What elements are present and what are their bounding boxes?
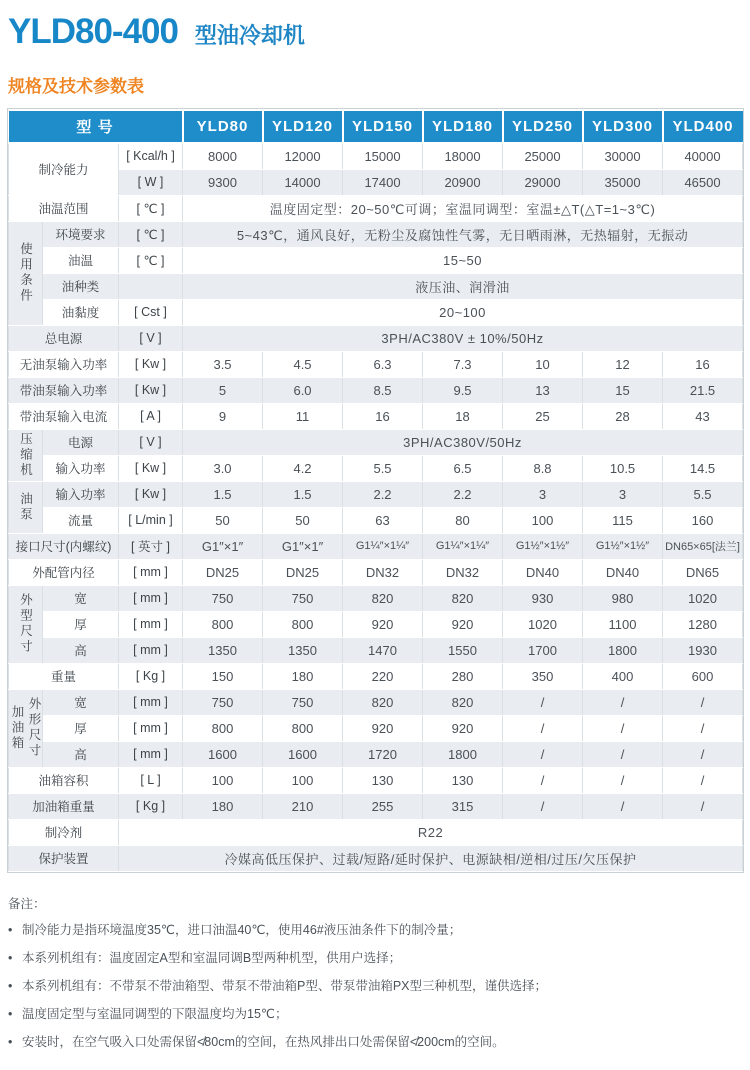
value-cell: 255 bbox=[343, 793, 423, 819]
table-row bbox=[9, 481, 743, 507]
header-model: YLD150 bbox=[343, 110, 423, 143]
table-row bbox=[9, 247, 743, 273]
table-row bbox=[9, 741, 743, 767]
value-cell: G1½″×1½″ bbox=[583, 533, 663, 559]
table-row bbox=[9, 767, 743, 793]
value-cell: 750 bbox=[263, 585, 343, 611]
value-cell: / bbox=[663, 793, 743, 819]
value-cell: 180 bbox=[263, 663, 343, 689]
unit-cell: [ mm ] bbox=[119, 689, 183, 715]
row-group-label: 外型尺寸 bbox=[9, 585, 43, 663]
table-row bbox=[9, 143, 743, 169]
value-cell: DN40 bbox=[583, 559, 663, 585]
header-model: YLD180 bbox=[423, 110, 503, 143]
table-row bbox=[9, 819, 743, 845]
value-cell: 1600 bbox=[263, 741, 343, 767]
value-cell: / bbox=[663, 689, 743, 715]
table-row bbox=[9, 169, 743, 195]
unit-cell: [ Kw ] bbox=[119, 455, 183, 481]
value-cell: 1100 bbox=[583, 611, 663, 637]
table-row bbox=[9, 559, 743, 585]
value-span: 15~50 bbox=[183, 247, 743, 273]
value-cell: DN40 bbox=[503, 559, 583, 585]
header-model: YLD250 bbox=[503, 110, 583, 143]
unit-cell: [ ℃ ] bbox=[119, 195, 183, 221]
value-cell: 1470 bbox=[343, 637, 423, 663]
unit-cell: [ mm ] bbox=[119, 559, 183, 585]
row-label: 输入功率 bbox=[43, 481, 119, 507]
value-cell: 18 bbox=[423, 403, 503, 429]
value-cell: / bbox=[663, 767, 743, 793]
value-cell: G1″×1″ bbox=[183, 533, 263, 559]
value-cell: 1020 bbox=[663, 585, 743, 611]
note-item: • 安装时，在空气吸入口处需保留≮80cm的空间，在热风排出口处需保留≮200cm的空间。 bbox=[8, 1034, 742, 1050]
table-row bbox=[9, 403, 743, 429]
row-label: 外配管内径 bbox=[9, 559, 119, 585]
value-cell: 6.5 bbox=[423, 455, 503, 481]
note-item: • 制冷能力是指环境温度35℃，进口油温40℃，使用46#液压油条件下的制冷量； bbox=[8, 922, 742, 938]
value-cell: 9 bbox=[183, 403, 263, 429]
unit-cell: [ V ] bbox=[119, 325, 183, 351]
row-label: 带油泵输入功率 bbox=[9, 377, 119, 403]
value-cell: 210 bbox=[263, 793, 343, 819]
header-model: YLD120 bbox=[263, 110, 343, 143]
unit-cell: [ Kw ] bbox=[119, 377, 183, 403]
value-cell: / bbox=[503, 689, 583, 715]
row-label: 宽 bbox=[43, 585, 119, 611]
row-label: 制冷剂 bbox=[9, 819, 119, 845]
unit-cell: [ ℃ ] bbox=[119, 247, 183, 273]
value-span: 3PH/AC380V/50Hz bbox=[183, 429, 743, 455]
table-row bbox=[9, 663, 743, 689]
row-label: 接口尺寸(内螺纹) bbox=[9, 533, 119, 559]
table-row bbox=[9, 273, 743, 299]
table-row bbox=[9, 533, 743, 559]
value-cell: 28 bbox=[583, 403, 663, 429]
value-cell: 800 bbox=[263, 715, 343, 741]
row-label: 油温 bbox=[43, 247, 119, 273]
value-span: 5~43℃，通风良好，无粉尘及腐蚀性气雾，无日晒雨淋，无热辐射，无振动 bbox=[183, 221, 743, 247]
value-cell: / bbox=[503, 715, 583, 741]
value-cell: 25000 bbox=[503, 143, 583, 169]
unit-cell: [ Kg ] bbox=[119, 663, 183, 689]
table-row bbox=[9, 221, 743, 247]
value-cell: 180 bbox=[183, 793, 263, 819]
value-cell: 2.2 bbox=[423, 481, 503, 507]
value-cell: / bbox=[583, 767, 663, 793]
value-cell: 160 bbox=[663, 507, 743, 533]
value-cell: 46500 bbox=[663, 169, 743, 195]
notes-section bbox=[8, 894, 742, 1050]
value-cell: 100 bbox=[263, 767, 343, 793]
value-cell: 80 bbox=[423, 507, 503, 533]
value-cell: 50 bbox=[183, 507, 263, 533]
value-cell: / bbox=[663, 741, 743, 767]
page-title-model: YLD80-400 bbox=[8, 12, 178, 51]
unit-cell: [ Kw ] bbox=[119, 481, 183, 507]
note-item: • 本系列机组有：不带泵不带油箱型、带泵不带油箱P型、带泵带油箱PX型三种机型，谨供选择； bbox=[8, 978, 742, 994]
value-cell: DN65×65[法兰] bbox=[663, 533, 743, 559]
row-group-label: 压缩机 bbox=[9, 429, 43, 481]
row-label: 环境要求 bbox=[43, 221, 119, 247]
unit-cell: [ A ] bbox=[119, 403, 183, 429]
value-cell: 5.5 bbox=[663, 481, 743, 507]
value-cell: 9300 bbox=[183, 169, 263, 195]
value-cell: / bbox=[663, 715, 743, 741]
table-row bbox=[9, 351, 743, 377]
value-cell: 1350 bbox=[263, 637, 343, 663]
unit-cell: [ Kcal/h ] bbox=[119, 143, 183, 169]
value-cell: 1930 bbox=[663, 637, 743, 663]
value-cell: 1550 bbox=[423, 637, 503, 663]
value-cell: 4.2 bbox=[263, 455, 343, 481]
value-cell: 930 bbox=[503, 585, 583, 611]
unit-cell: [ 英寸 ] bbox=[119, 533, 183, 559]
table-row bbox=[9, 637, 743, 663]
value-span: 3PH/AC380V ± 10%/50Hz bbox=[183, 325, 743, 351]
value-cell: 16 bbox=[343, 403, 423, 429]
table-header-row bbox=[9, 110, 743, 143]
value-cell: DN32 bbox=[343, 559, 423, 585]
value-cell: 800 bbox=[183, 611, 263, 637]
unit-cell: [ Cst ] bbox=[119, 299, 183, 325]
row-label: 制冷能力 bbox=[9, 143, 119, 195]
value-cell: 3.0 bbox=[183, 455, 263, 481]
value-cell: 9.5 bbox=[423, 377, 503, 403]
unit-cell: [ L ] bbox=[119, 767, 183, 793]
value-cell: 3 bbox=[583, 481, 663, 507]
value-cell: 920 bbox=[343, 715, 423, 741]
unit-cell: [ mm ] bbox=[119, 585, 183, 611]
table-row bbox=[9, 299, 743, 325]
value-cell: 800 bbox=[183, 715, 263, 741]
value-cell: DN65 bbox=[663, 559, 743, 585]
value-cell: 750 bbox=[183, 585, 263, 611]
value-cell: 11 bbox=[263, 403, 343, 429]
value-cell: / bbox=[583, 689, 663, 715]
value-cell: 315 bbox=[423, 793, 503, 819]
table-row bbox=[9, 585, 743, 611]
row-label: 总电源 bbox=[9, 325, 119, 351]
row-label: 油黏度 bbox=[43, 299, 119, 325]
row-label: 输入功率 bbox=[43, 455, 119, 481]
table-row bbox=[9, 689, 743, 715]
notes-list bbox=[8, 922, 742, 1050]
row-group-label: 使用条件 bbox=[9, 221, 43, 325]
header-model: YLD80 bbox=[183, 110, 263, 143]
page-subtitle: 规格及技术参数表 bbox=[8, 77, 144, 96]
value-cell: 6.3 bbox=[343, 351, 423, 377]
value-span: 温度固定型：20~50℃可调；室温同调型：室温±△T(△T=1~3℃) bbox=[183, 195, 743, 221]
value-cell: 43 bbox=[663, 403, 743, 429]
value-span: 20~100 bbox=[183, 299, 743, 325]
unit-cell: [ Kg ] bbox=[119, 793, 183, 819]
value-cell: 5 bbox=[183, 377, 263, 403]
value-cell: / bbox=[503, 741, 583, 767]
table-row bbox=[9, 195, 743, 221]
value-cell: 7.3 bbox=[423, 351, 503, 377]
table-row bbox=[9, 377, 743, 403]
row-label: 油种类 bbox=[43, 273, 119, 299]
value-cell: G1¼″×1¼″ bbox=[343, 533, 423, 559]
value-cell: 12000 bbox=[263, 143, 343, 169]
value-cell: 13 bbox=[503, 377, 583, 403]
value-cell: 820 bbox=[343, 689, 423, 715]
unit-cell: [ mm ] bbox=[119, 715, 183, 741]
header-model: YLD300 bbox=[583, 110, 663, 143]
value-cell: 8.5 bbox=[343, 377, 423, 403]
value-cell: G1½″×1½″ bbox=[503, 533, 583, 559]
value-cell: 920 bbox=[343, 611, 423, 637]
value-cell: 6.0 bbox=[263, 377, 343, 403]
value-cell: 29000 bbox=[503, 169, 583, 195]
value-cell: 750 bbox=[263, 689, 343, 715]
value-cell: 5.5 bbox=[343, 455, 423, 481]
row-group-label: 加油箱 外形尺寸 bbox=[9, 689, 43, 767]
value-cell: G1″×1″ bbox=[263, 533, 343, 559]
value-cell: 63 bbox=[343, 507, 423, 533]
value-cell: 920 bbox=[423, 715, 503, 741]
row-label: 带油泵输入电流 bbox=[9, 403, 119, 429]
table-row bbox=[9, 507, 743, 533]
value-cell: 130 bbox=[423, 767, 503, 793]
value-cell: 21.5 bbox=[663, 377, 743, 403]
row-label: 重量 bbox=[9, 663, 119, 689]
unit-cell: [ V ] bbox=[119, 429, 183, 455]
value-cell: 1720 bbox=[343, 741, 423, 767]
value-span: 冷媒高低压保护、过载/短路/延时保护、电源缺相/逆相/过压/欠压保护 bbox=[119, 845, 743, 871]
value-cell: DN25 bbox=[183, 559, 263, 585]
unit-cell: [ ℃ ] bbox=[119, 221, 183, 247]
value-cell: / bbox=[503, 793, 583, 819]
value-cell: / bbox=[583, 741, 663, 767]
spec-table bbox=[8, 109, 743, 872]
value-cell: / bbox=[583, 793, 663, 819]
unit-cell: [ mm ] bbox=[119, 611, 183, 637]
value-cell: 17400 bbox=[343, 169, 423, 195]
value-cell: G1¼″×1¼″ bbox=[423, 533, 503, 559]
value-cell: 1280 bbox=[663, 611, 743, 637]
value-cell: 14000 bbox=[263, 169, 343, 195]
note-item: • 本系列机组有：温度固定A型和室温同调B型两种机型，供用户选择； bbox=[8, 950, 742, 966]
row-label: 无油泵输入功率 bbox=[9, 351, 119, 377]
value-cell: 820 bbox=[423, 689, 503, 715]
table-row bbox=[9, 715, 743, 741]
value-cell: 1.5 bbox=[263, 481, 343, 507]
unit-cell: [ Kw ] bbox=[119, 351, 183, 377]
value-cell: 50 bbox=[263, 507, 343, 533]
notes-title: 备注： bbox=[8, 896, 46, 911]
table-header bbox=[9, 110, 743, 143]
value-span: R22 bbox=[119, 819, 743, 845]
value-cell: 920 bbox=[423, 611, 503, 637]
header-model: YLD400 bbox=[663, 110, 743, 143]
value-cell: 130 bbox=[343, 767, 423, 793]
value-cell: 400 bbox=[583, 663, 663, 689]
row-label: 油温范围 bbox=[9, 195, 119, 221]
value-cell: 35000 bbox=[583, 169, 663, 195]
unit-cell bbox=[119, 273, 183, 299]
value-cell: 280 bbox=[423, 663, 503, 689]
table-row bbox=[9, 845, 743, 871]
value-cell: 40000 bbox=[663, 143, 743, 169]
value-cell: 12 bbox=[583, 351, 663, 377]
row-group-label: 油泵 bbox=[9, 481, 43, 533]
value-cell: 100 bbox=[183, 767, 263, 793]
value-cell: 8.8 bbox=[503, 455, 583, 481]
value-cell: 15 bbox=[583, 377, 663, 403]
value-cell: 1020 bbox=[503, 611, 583, 637]
value-cell: 1800 bbox=[583, 637, 663, 663]
value-cell: 10 bbox=[503, 351, 583, 377]
value-cell: DN32 bbox=[423, 559, 503, 585]
value-cell: / bbox=[503, 767, 583, 793]
value-cell: 800 bbox=[263, 611, 343, 637]
unit-cell: [ W ] bbox=[119, 169, 183, 195]
value-cell: 25 bbox=[503, 403, 583, 429]
unit-cell: [ mm ] bbox=[119, 637, 183, 663]
value-cell: 1350 bbox=[183, 637, 263, 663]
unit-cell: [ L/min ] bbox=[119, 507, 183, 533]
value-cell: 150 bbox=[183, 663, 263, 689]
value-cell: 980 bbox=[583, 585, 663, 611]
header-model-label: 型 号 bbox=[9, 110, 183, 143]
value-cell: 3 bbox=[503, 481, 583, 507]
value-span: 液压油、润滑油 bbox=[183, 273, 743, 299]
value-cell: 14.5 bbox=[663, 455, 743, 481]
row-label: 宽 bbox=[43, 689, 119, 715]
table-row bbox=[9, 429, 743, 455]
value-cell: 1.5 bbox=[183, 481, 263, 507]
value-cell: 2.2 bbox=[343, 481, 423, 507]
value-cell: 820 bbox=[423, 585, 503, 611]
table-row bbox=[9, 793, 743, 819]
table-row bbox=[9, 611, 743, 637]
unit-cell: [ mm ] bbox=[119, 741, 183, 767]
table-row bbox=[9, 455, 743, 481]
value-cell: 3.5 bbox=[183, 351, 263, 377]
value-cell: 16 bbox=[663, 351, 743, 377]
value-cell: 115 bbox=[583, 507, 663, 533]
row-label: 高 bbox=[43, 637, 119, 663]
value-cell: DN25 bbox=[263, 559, 343, 585]
value-cell: 30000 bbox=[583, 143, 663, 169]
value-cell: 20900 bbox=[423, 169, 503, 195]
value-cell: / bbox=[583, 715, 663, 741]
row-label: 高 bbox=[43, 741, 119, 767]
table-row bbox=[9, 325, 743, 351]
value-cell: 1800 bbox=[423, 741, 503, 767]
value-cell: 750 bbox=[183, 689, 263, 715]
value-cell: 600 bbox=[663, 663, 743, 689]
row-label: 加油箱重量 bbox=[9, 793, 119, 819]
value-cell: 15000 bbox=[343, 143, 423, 169]
value-cell: 4.5 bbox=[263, 351, 343, 377]
page-title-suffix: 型油冷却机 bbox=[194, 23, 305, 48]
value-cell: 1600 bbox=[183, 741, 263, 767]
value-cell: 220 bbox=[343, 663, 423, 689]
row-label: 油箱容积 bbox=[9, 767, 119, 793]
value-cell: 350 bbox=[503, 663, 583, 689]
value-cell: 10.5 bbox=[583, 455, 663, 481]
row-label: 保护装置 bbox=[9, 845, 119, 871]
row-label: 流量 bbox=[43, 507, 119, 533]
value-cell: 18000 bbox=[423, 143, 503, 169]
page-title bbox=[8, 12, 742, 52]
value-cell: 820 bbox=[343, 585, 423, 611]
value-cell: 1700 bbox=[503, 637, 583, 663]
value-cell: 8000 bbox=[183, 143, 263, 169]
row-label: 电源 bbox=[43, 429, 119, 455]
row-label: 厚 bbox=[43, 715, 119, 741]
note-item: • 温度固定型与室温同调型的下限温度均为15℃； bbox=[8, 1006, 742, 1022]
row-label: 厚 bbox=[43, 611, 119, 637]
value-cell: 100 bbox=[503, 507, 583, 533]
